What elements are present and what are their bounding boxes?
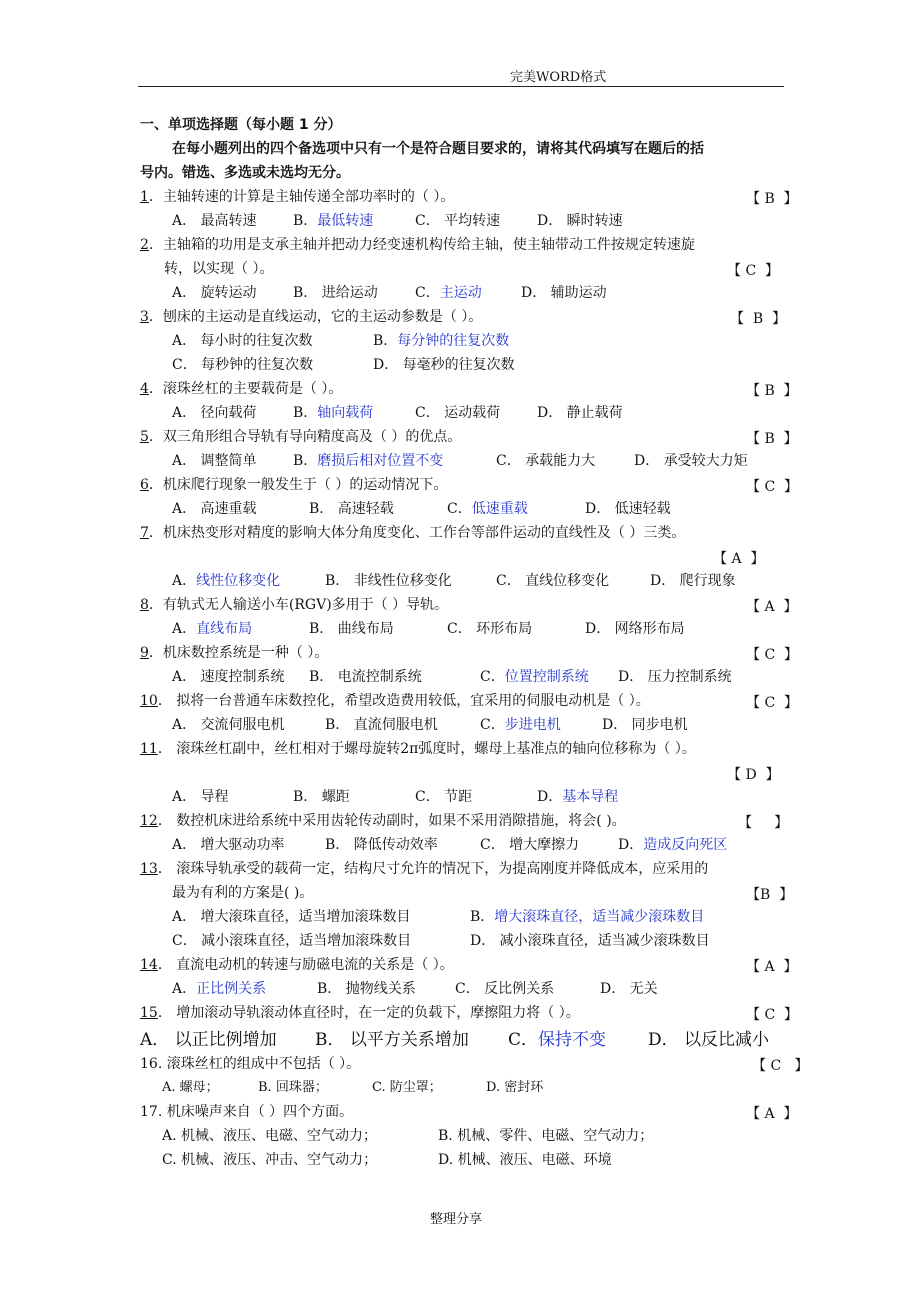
option-a: A． 速度控制系统 [172, 669, 285, 685]
option-b: B． 直流伺服电机 [325, 717, 438, 733]
option-c: C． 环形布局 [447, 621, 533, 637]
option-c: C． 承载能力大 [496, 453, 596, 469]
question-text: ． 滚珠丝杠副中，丝杠相对于螺母旋转2π弧度时，螺母上基准点的轴向位移称为（ ）。 [157, 741, 696, 757]
option-d: D．造成反向死区 [618, 837, 728, 853]
question-number: 3 [140, 309, 149, 325]
instructions-line-2: 号内。错选、多选或未选均无分。 [140, 165, 350, 181]
correct-option-text: 位置控制系统 [504, 669, 589, 685]
option-b: B．每分钟的往复次数 [373, 333, 510, 349]
option-b: B． 以平方关系增加 [315, 1030, 469, 1050]
question-number: 1 [140, 189, 149, 205]
option-a: A． 以正比例增加 [140, 1030, 277, 1050]
option-a: A． 高速重载 [172, 501, 257, 517]
option-d: D． 无关 [600, 981, 658, 997]
question-text: 机床噪声来自（ ）四个方面。 [166, 1104, 354, 1120]
answer-1: 【 B 】 [746, 191, 798, 207]
answer-2: 【 C 】 [727, 263, 780, 279]
option-c: C． 反比例关系 [455, 981, 555, 997]
answer-4: 【 B 】 [746, 383, 798, 399]
option-b: B． 电流控制系统 [309, 669, 422, 685]
question-text: ． 数控机床进给系统中采用齿轮传动副时，如果不采用消隙措施，将会( )。 [157, 813, 626, 829]
question-number: 9 [140, 645, 149, 661]
correct-option-text: 低速重载 [471, 501, 528, 517]
question-number: 15 [140, 1005, 158, 1021]
option-a: A．直线布局 [172, 621, 253, 637]
question-text: ．有轨式无人输送小车(RGV)多用于（ ）导轨。 [148, 597, 449, 613]
option-c: C．主运动 [415, 285, 482, 301]
option-a: A． 交流伺服电机 [172, 717, 285, 733]
section-title: 一、单项选择题（每小题 1 分） [140, 117, 342, 133]
correct-option-text: 线性位移变化 [196, 573, 281, 589]
question-number: 11 [140, 741, 158, 757]
question-16 [140, 1055, 360, 1073]
question-text: ．机床热变形对精度的影响大体分角度变化、工作台等部件运动的直线性及（ ）三类。 [148, 525, 686, 541]
answer-16: 【 C 】 [752, 1058, 809, 1074]
option-b: B． 进给运动 [293, 285, 378, 301]
option-a: A． 导程 [172, 789, 229, 805]
page-header: 完美WORD格式 [510, 70, 607, 85]
question-10 [140, 692, 650, 710]
answer-15: 【 C 】 [746, 1007, 799, 1023]
correct-option-text: 最低转速 [317, 213, 374, 229]
question-number: 5 [140, 429, 149, 445]
question-text: ． 直流电动机的转速与励磁电流的关系是（ ）。 [157, 957, 454, 973]
question-text: ．机床爬行现象一般发生于（ ）的运动情况下。 [148, 477, 448, 493]
option-d: D． 压力控制系统 [618, 669, 732, 685]
question-number: 6 [140, 477, 149, 493]
option-c: C． 平均转速 [415, 213, 501, 229]
option-d: D． 瞬时转速 [537, 213, 623, 229]
option-b: B． 曲线布局 [309, 621, 394, 637]
question-5 [140, 428, 461, 446]
question-3 [140, 308, 482, 326]
correct-option-text: 轴向载荷 [317, 405, 374, 421]
option-a: A．线性位移变化 [172, 573, 281, 589]
question-number: 13 [140, 861, 158, 877]
question-number: 4 [140, 381, 149, 397]
option-d: D． 同步电机 [602, 717, 688, 733]
answer-9: 【 C 】 [746, 647, 799, 663]
question-2 [140, 236, 695, 254]
option-a: A． 旋转运动 [172, 285, 257, 301]
option-b: B．轴向载荷 [293, 405, 374, 421]
question-text: ．机床数控系统是一种（ ）。 [148, 645, 329, 661]
question-text: ．主轴箱的功用是支承主轴并把动力经变速机构传给主轴，使主轴带动工件按规定转速旋 [148, 237, 695, 253]
question-text: ． 增加滚动导轨滚动体直径时，在一定的负载下，摩擦阻力将（ ）。 [157, 1005, 580, 1021]
correct-option-text: 保持不变 [538, 1030, 607, 1050]
option-d: D．基本导程 [537, 789, 619, 805]
option-c: C． 直线位移变化 [496, 573, 610, 589]
option-d: D． 网络形布局 [585, 621, 685, 637]
option-d: D． 减小滚珠直径，适当减少滚珠数目 [470, 933, 710, 949]
question-14 [140, 956, 454, 974]
option-a: A． 增大滚珠直径，适当增加滚珠数目 [172, 909, 411, 925]
question-number: 16. [140, 1056, 167, 1072]
question-number: 14 [140, 957, 158, 973]
question-text: ． 滚珠导轨承受的载荷一定，结构尺寸允许的情况下，为提高刚度并降低成本，应采用的 [157, 861, 709, 877]
answer-8: 【 A 】 [746, 599, 798, 615]
option-a: A． 调整简单 [172, 453, 257, 469]
option-c: C. 机械、液压、冲击、空气动力； [162, 1152, 378, 1168]
question-17 [140, 1103, 353, 1121]
option-d: D． 承受较大力矩 [634, 453, 748, 469]
question-number: 2 [140, 237, 149, 253]
answer-14: 【 A 】 [746, 959, 798, 975]
option-d: D． 以反比减小 [648, 1030, 770, 1050]
question-4 [140, 380, 342, 398]
option-b: B. 机械、零件、电磁、空气动力； [438, 1128, 654, 1144]
option-a: A． 最高转速 [172, 213, 257, 229]
option-d: D． 低速轻载 [585, 501, 671, 517]
answer-11: 【 D 】 [727, 767, 780, 783]
question-text: ．滚珠丝杠的主要载荷是（ ）。 [148, 381, 343, 397]
answer-3: 【 B 】 [730, 311, 787, 327]
option-b: B． 高速轻载 [309, 501, 394, 517]
answer-7: 【 A 】 [713, 551, 765, 567]
question-text: 滚珠丝杠的组成中不包括（ ）。 [166, 1056, 361, 1072]
option-a: A. 螺母； [162, 1080, 219, 1095]
option-c: C．位置控制系统 [480, 669, 589, 685]
option-d: D. 密封环 [486, 1080, 544, 1095]
correct-option-text: 主运动 [439, 285, 482, 301]
correct-option-text: 基本导程 [562, 789, 619, 805]
option-b: B． 抛物线关系 [317, 981, 416, 997]
answer-5: 【 B 】 [746, 431, 798, 447]
correct-option-text: 每分钟的往复次数 [397, 333, 510, 349]
question-12 [140, 812, 626, 830]
option-b: B．最低转速 [293, 213, 374, 229]
correct-option-text: 造成反向死区 [643, 837, 728, 853]
option-c: C. 防尘罩； [372, 1080, 442, 1095]
answer-17: 【 A 】 [746, 1106, 798, 1122]
question-text: ．刨床的主运动是直线运动，它的主运动参数是（ ）。 [148, 309, 483, 325]
question-7 [140, 524, 685, 542]
question-number: 7 [140, 525, 149, 541]
option-d: D． 辅助运动 [521, 285, 607, 301]
answer-10: 【 C 】 [746, 695, 799, 711]
correct-option-text: 步进电机 [504, 717, 561, 733]
option-a: A. 机械、液压、电磁、空气动力； [162, 1128, 378, 1144]
question-8 [140, 596, 448, 614]
option-d: D． 每毫秒的往复次数 [373, 357, 515, 373]
question-text: ． 拟将一台普通车床数控化，希望改造费用较低，宜采用的伺服电动机是（ ）。 [157, 693, 650, 709]
option-a: A． 每小时的往复次数 [172, 333, 313, 349]
correct-option-text: 增大滚珠直径，适当减少滚珠数目 [494, 909, 705, 925]
option-b: B． 降低传动效率 [325, 837, 438, 853]
question-text: ．双三角形组合导轨有导向精度高及（ ）的优点。 [148, 429, 462, 445]
instructions-line-1: 在每小题列出的四个备选项中只有一个是符合题目要求的，请将其代码填写在题后的括 [172, 141, 704, 157]
option-c: C．步进电机 [480, 717, 561, 733]
question-2-line-2: 转，以实现（ ）。 [164, 261, 274, 277]
question-number: 12 [140, 813, 158, 829]
option-a: A． 径向载荷 [172, 405, 257, 421]
option-c: C． 增大摩擦力 [480, 837, 580, 853]
option-c: C． 运动载荷 [415, 405, 501, 421]
option-b: B．磨损后相对位置不变 [293, 453, 444, 469]
answer-6: 【 C 】 [746, 479, 799, 495]
question-number: 10 [140, 693, 158, 709]
question-9 [140, 644, 328, 662]
correct-option-text: 磨损后相对位置不变 [317, 453, 444, 469]
option-c: C．保持不变 [508, 1030, 607, 1050]
option-a: A．正比例关系 [172, 981, 267, 997]
option-d: D. 机械、液压、电磁、环境 [438, 1152, 612, 1168]
correct-option-text: 直线布局 [196, 621, 253, 637]
page-footer: 整理分享 [430, 1212, 483, 1227]
option-c: C． 减小滚珠直径，适当增加滚珠数目 [172, 933, 412, 949]
option-a: A． 增大驱动功率 [172, 837, 285, 853]
question-13 [140, 860, 708, 878]
question-13-line-2: 最为有利的方案是( )。 [172, 885, 314, 901]
option-d: D． 静止载荷 [537, 405, 623, 421]
question-15 [140, 1004, 580, 1022]
option-d: D． 爬行现象 [650, 573, 736, 589]
question-text: ．主轴转速的计算是主轴传递全部功率时的（ ）。 [148, 189, 455, 205]
option-b: B．增大滚珠直径，适当减少滚珠数目 [470, 909, 705, 925]
question-11 [140, 740, 696, 758]
question-6 [140, 476, 447, 494]
option-c: C．低速重载 [447, 501, 528, 517]
question-number: 17. [140, 1104, 167, 1120]
header-rule [138, 86, 784, 87]
option-c: C． 每秒钟的往复次数 [172, 357, 314, 373]
option-b: B． 螺距 [293, 789, 350, 805]
answer-12: 【 】 [738, 815, 789, 831]
option-b: B． 非线性位移变化 [325, 573, 452, 589]
answer-13: 【B 】 [746, 887, 794, 903]
question-1 [140, 188, 454, 206]
correct-option-text: 正比例关系 [196, 981, 267, 997]
option-b: B. 回珠器； [258, 1080, 328, 1095]
question-number: 8 [140, 597, 149, 613]
option-c: C． 节距 [415, 789, 473, 805]
